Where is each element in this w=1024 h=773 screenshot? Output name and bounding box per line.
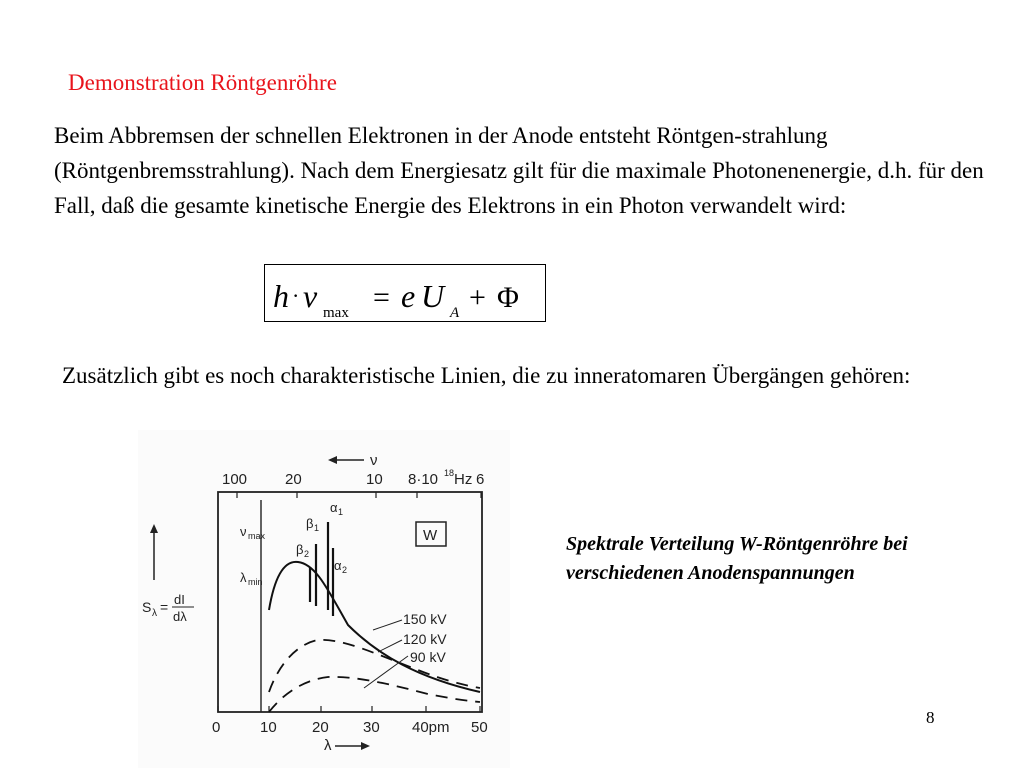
beta1-label: β (306, 516, 314, 531)
curve-label-90kv: 90 kV (410, 649, 446, 665)
lambda-arrow-head (361, 742, 370, 750)
figure-caption: Spektrale Verteilung W-Röntgenröhre bei verschiedenen Anodenspannungen (566, 533, 908, 584)
curve-150kv (269, 562, 480, 692)
page-number: 8 (926, 708, 935, 727)
alpha2-sub: 2 (342, 565, 348, 575)
top-tick-hz: Hz (454, 471, 473, 488)
y-arrow-head (150, 524, 158, 533)
alpha1-sub: 1 (338, 507, 344, 517)
top-tick-exp: 18 (444, 468, 455, 478)
top-tick-20: 20 (285, 471, 302, 488)
y-label-S: S (142, 599, 152, 615)
formula-sub-A: A (450, 305, 460, 321)
beta1-sub: 1 (314, 523, 320, 533)
y-label-sub: λ (152, 608, 157, 619)
nu-max-label: ν (240, 524, 247, 539)
formula-phi: Φ (497, 281, 519, 314)
alpha1-label: α (330, 500, 338, 515)
leader-150kv (373, 620, 402, 630)
formula-h: h (273, 278, 289, 314)
formula-nu: ν (303, 278, 318, 314)
y-label-eq: = (160, 599, 169, 615)
formula-dot: · (292, 283, 300, 308)
slide-title: Demonstration Röntgenröhre (68, 70, 337, 95)
formula-equals: = (373, 281, 390, 314)
lambda-min-label: λ (240, 570, 247, 585)
y-label-den: dλ (173, 609, 187, 624)
curve-90kv (269, 677, 480, 712)
bottom-tick-10: 10 (260, 719, 277, 736)
lambda-min-sub: min (248, 577, 263, 587)
leader-120kv (378, 640, 402, 652)
formula-sub-max: max (323, 305, 349, 321)
nu-max-sub: max (248, 531, 266, 541)
formula-e: e (401, 278, 416, 314)
intro-paragraph: Beim Abbremsen der schnellen Elektronen in der Anode entsteht Röntgen-strahlung (Röntgenbremsstrahlung). Nach dem Energiesatz gilt für die maximale Photonenenergie, d.h. für den Fall, daß die gesamte kinetische Energie des Elektrons in ein Photon verwandelt wird: (54, 123, 984, 218)
curve-label-150kv: 150 kV (403, 611, 447, 627)
bottom-axis-label: λ (324, 737, 332, 754)
bottom-tick-20: 20 (312, 719, 329, 736)
formula-U: U (421, 278, 445, 314)
bottom-ticks (218, 706, 480, 712)
top-tick-10: 10 (366, 471, 383, 488)
element-box-label: W (423, 527, 438, 544)
y-label-num: dI (174, 592, 185, 607)
alpha2-label: α (334, 558, 342, 573)
formula-plus: + (469, 281, 486, 314)
top-tick-6: 6 (476, 471, 485, 488)
beta2-sub: 2 (304, 549, 310, 559)
beta2-label: β (296, 542, 304, 557)
top-axis-label: ν (370, 452, 378, 469)
bottom-tick-50: 50 (471, 719, 488, 736)
top-tick-8e18: 8·10 (408, 471, 439, 488)
bottom-tick-40pm: 40pm (412, 719, 450, 736)
spectrum-figure-svg (138, 430, 510, 768)
characteristic-lines (310, 522, 333, 616)
spectrum-figure (138, 430, 510, 768)
formula-box (264, 264, 546, 322)
top-tick-100: 100 (222, 471, 248, 488)
lines-paragraph: Zusätzlich gibt es noch charakteristische Linien, die zu inneratomaren Übergängen gehören: (62, 363, 911, 388)
curve-label-120kv: 120 kV (403, 631, 447, 647)
bottom-tick-0: 0 (212, 719, 221, 736)
bottom-tick-30: 30 (363, 719, 380, 736)
nu-arrow-head (328, 456, 337, 464)
formula (265, 265, 547, 323)
